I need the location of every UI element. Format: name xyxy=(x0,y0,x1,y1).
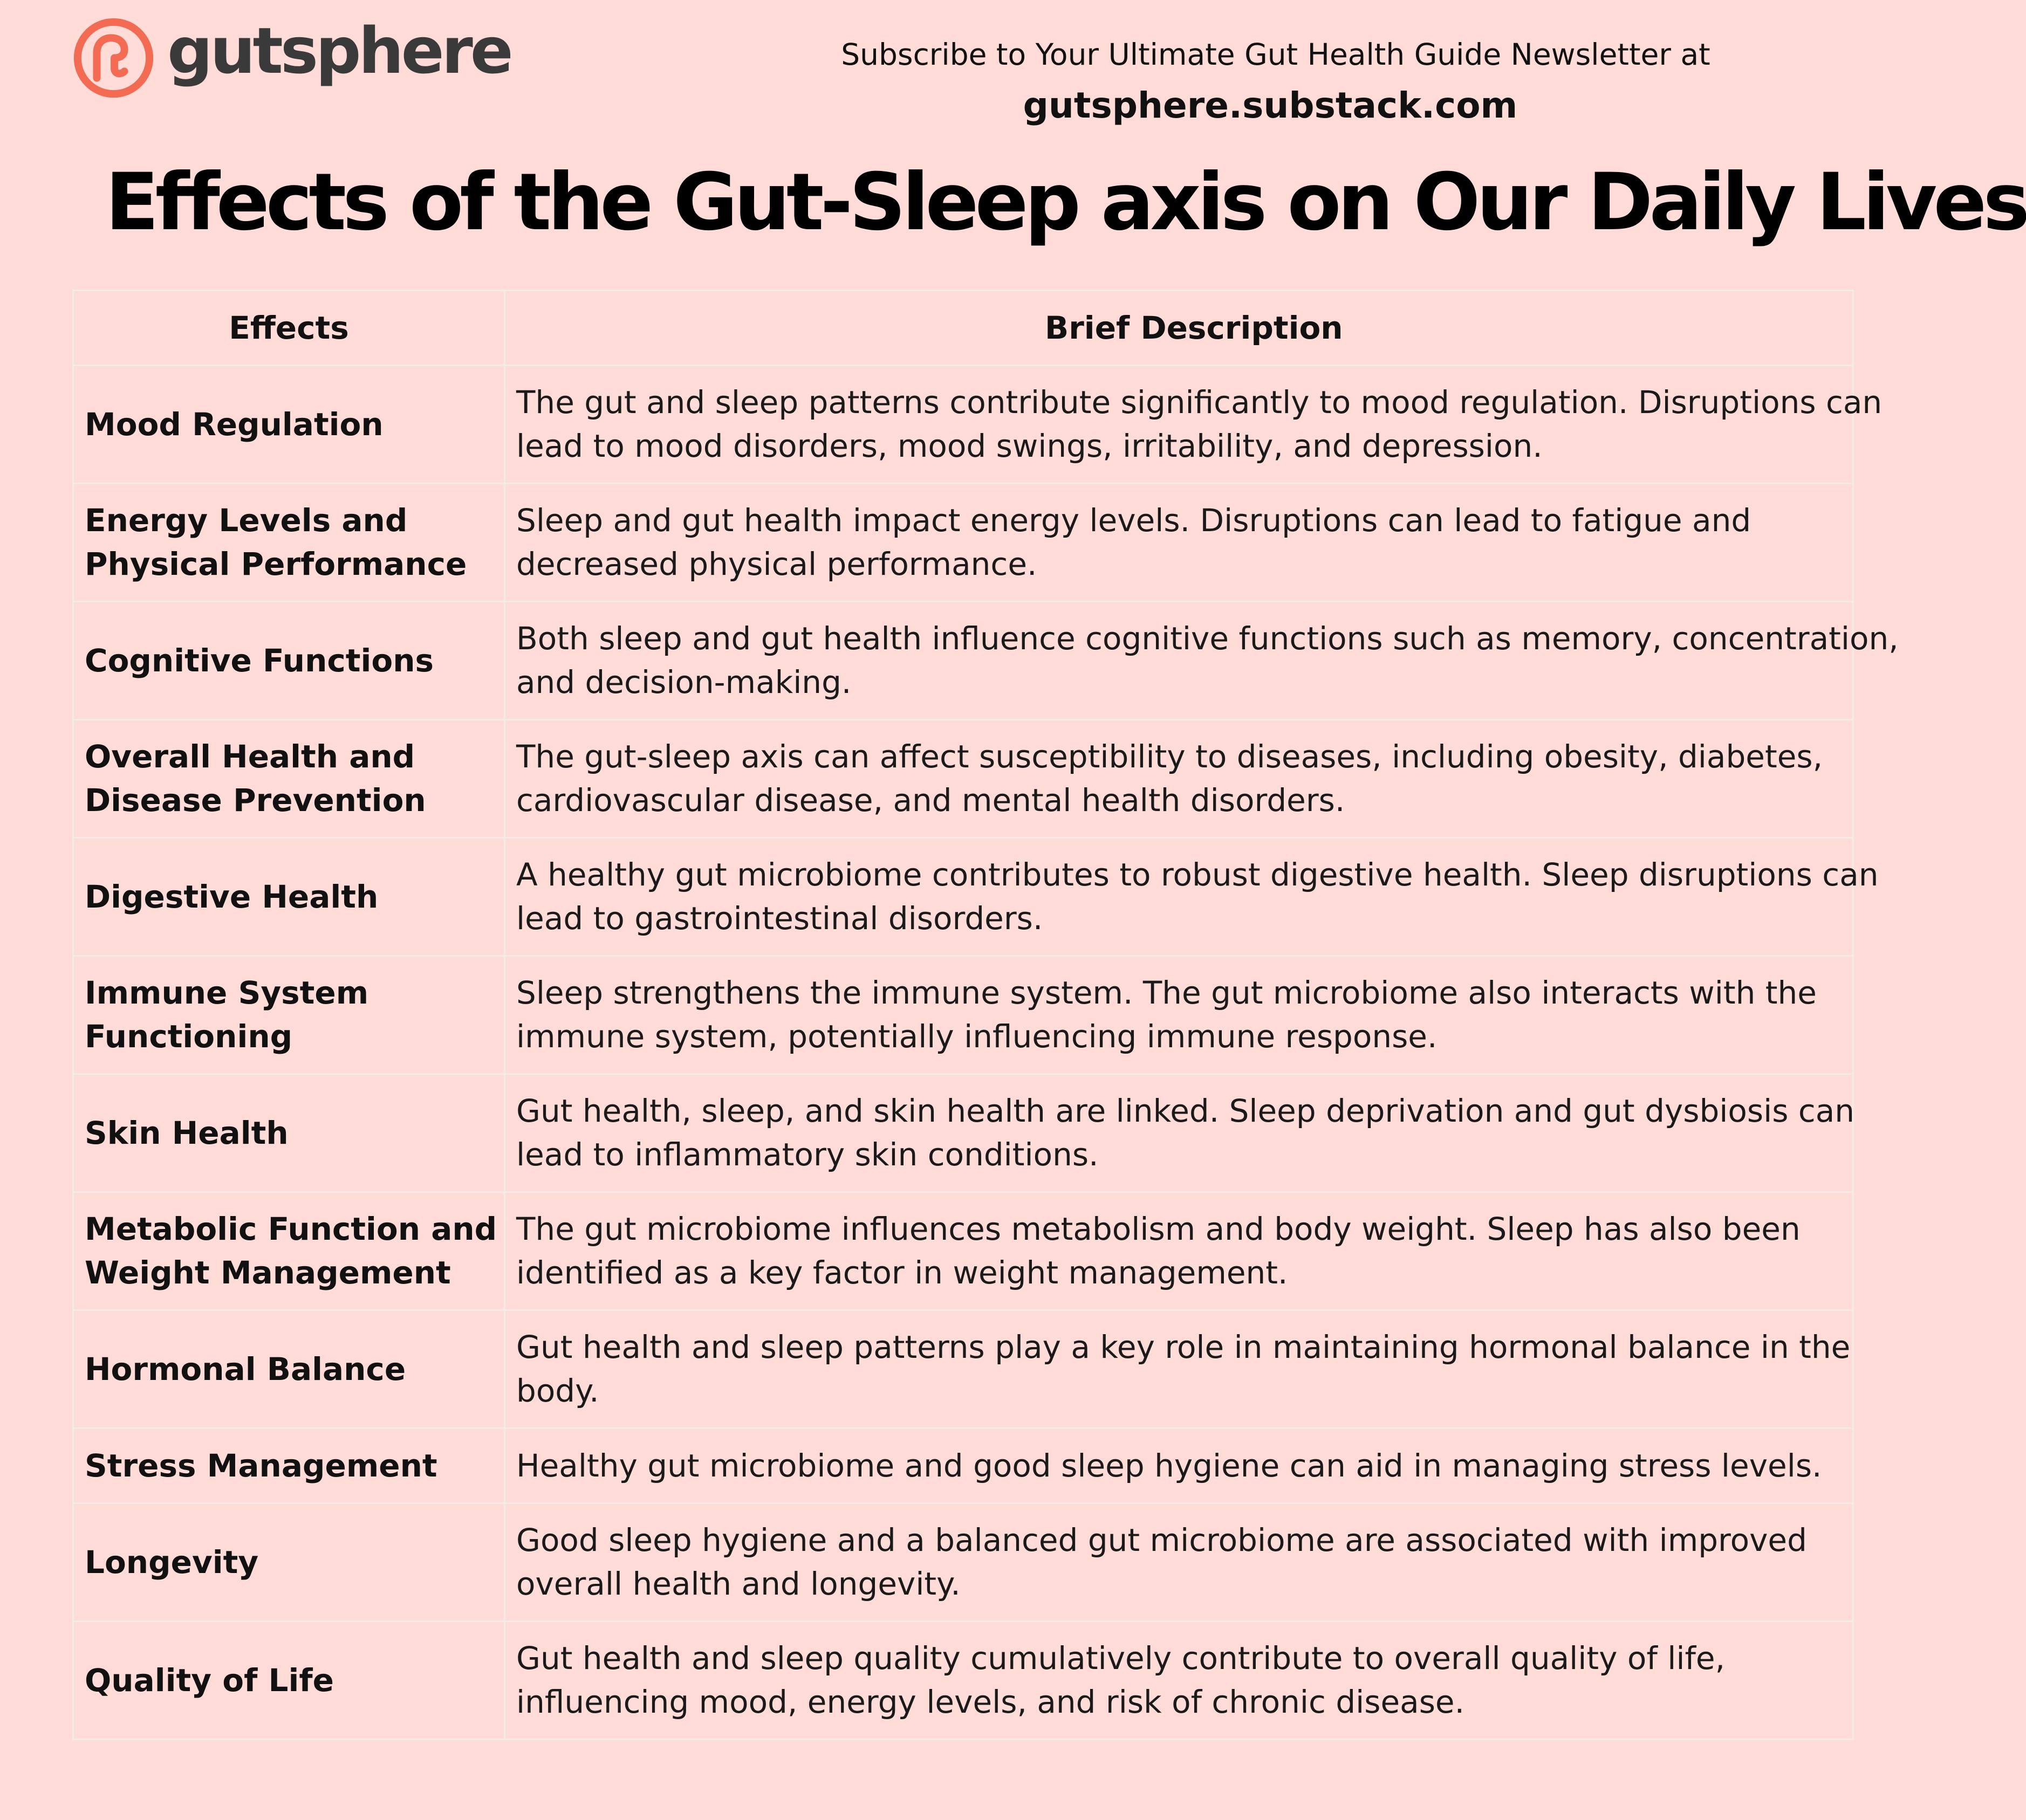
effect-description-cell xyxy=(505,1192,1853,1310)
description-line: Gut health and sleep quality cumulatively contribute to overall quality of life, xyxy=(516,1640,1726,1677)
description-line: A healthy gut microbiome contributes to robust digestive health. Sleep disruptions can xyxy=(516,856,1879,893)
table-row xyxy=(73,366,1853,484)
effect-name-cell xyxy=(73,484,505,602)
effect-name-cell xyxy=(73,1503,505,1622)
effect-name-cell xyxy=(73,1428,505,1503)
description-line: lead to mood disorders, mood swings, irritability, and depression. xyxy=(516,428,1543,464)
description-line: The gut microbiome influences metabolism and body weight. Sleep has also been xyxy=(516,1211,1801,1247)
table-row xyxy=(73,720,1853,838)
effect-description-cell xyxy=(505,1622,1853,1740)
table-row xyxy=(73,484,1853,602)
effect-name-line: Energy Levels and xyxy=(85,502,408,539)
description-line: Gut health and sleep patterns play a key role in maintaining hormonal balance in the xyxy=(516,1329,1851,1365)
effect-name-line: Mood Regulation xyxy=(85,406,384,443)
newsletter-callout xyxy=(833,37,1718,126)
effect-name-cell xyxy=(73,602,505,720)
table-row xyxy=(73,838,1853,956)
effect-name-line: Weight Management xyxy=(85,1254,451,1291)
effect-name-line: Functioning xyxy=(85,1018,293,1055)
description-line: Healthy gut microbiome and good sleep hygiene can aid in managing stress levels. xyxy=(516,1447,1822,1484)
description-line: identified as a key factor in weight management. xyxy=(516,1254,1288,1291)
description-line: immune system, potentially influencing immune response. xyxy=(516,1018,1438,1055)
effect-name-line: Cognitive Functions xyxy=(85,642,434,679)
table-row xyxy=(73,602,1853,720)
description-line: The gut and sleep patterns contribute significantly to mood regulation. Disruptions can xyxy=(516,384,1883,421)
effect-name-line: Overall Health and xyxy=(85,738,415,775)
description-line: influencing mood, energy levels, and risk of chronic disease. xyxy=(516,1684,1465,1720)
description-line: Gut health, sleep, and skin health are linked. Sleep deprivation and gut dysbiosis can xyxy=(516,1093,1855,1129)
effect-name-line: Immune System xyxy=(85,974,369,1011)
description-line: Sleep strengthens the immune system. The gut microbiome also interacts with the xyxy=(516,974,1817,1011)
effect-description-cell xyxy=(505,720,1853,838)
subscribe-text: Subscribe to Your Ultimate Gut Health Guide Newsletter at xyxy=(841,37,1710,72)
description-line: and decision-making. xyxy=(516,664,852,700)
brand-logo xyxy=(72,13,511,100)
effect-name-line: Longevity xyxy=(85,1543,259,1581)
effect-name-line: Hormonal Balance xyxy=(85,1350,406,1388)
table-row xyxy=(73,1622,1853,1740)
table-row xyxy=(73,1192,1853,1310)
effect-name-line: Disease Prevention xyxy=(85,782,426,819)
table-row xyxy=(73,1310,1853,1428)
effect-name-cell xyxy=(73,956,505,1074)
effect-name-line: Physical Performance xyxy=(85,546,467,582)
gut-logo-icon xyxy=(72,16,155,100)
effect-name-cell xyxy=(73,1622,505,1740)
effect-name-line: Skin Health xyxy=(85,1114,289,1151)
effect-name-line: Stress Management xyxy=(85,1447,437,1484)
description-line: lead to inflammatory skin conditions. xyxy=(516,1136,1099,1173)
description-line: overall health and longevity. xyxy=(516,1565,961,1602)
effect-description-cell xyxy=(505,956,1853,1074)
effect-description-cell xyxy=(505,366,1883,484)
table-header-row xyxy=(73,291,1853,366)
table-row xyxy=(73,956,1853,1074)
effect-name-line: Quality of Life xyxy=(85,1661,334,1699)
effect-name-cell xyxy=(73,838,505,956)
effects-table xyxy=(72,290,1899,1740)
effect-name-cell xyxy=(73,366,505,484)
effect-description-cell xyxy=(505,602,1899,720)
effect-name-cell xyxy=(73,1074,505,1192)
column-header-effects: Effects xyxy=(73,291,505,366)
effect-description-cell xyxy=(505,838,1879,956)
brand-name: gutsphere xyxy=(167,13,511,88)
newsletter-link[interactable]: gutsphere.substack.com xyxy=(1023,85,1518,126)
table-row xyxy=(73,1503,1853,1622)
effect-description-cell xyxy=(505,484,1853,602)
description-line: body. xyxy=(516,1372,599,1409)
page-title: Effects of the Gut-Sleep axis on Our Daily Lives xyxy=(105,156,2026,248)
description-line: lead to gastrointestinal disorders. xyxy=(516,900,1043,937)
table-row xyxy=(73,1428,1853,1503)
description-line: Sleep and gut health impact energy levels. Disruptions can lead to fatigue and xyxy=(516,502,1751,539)
table-row xyxy=(73,1074,1853,1192)
effect-description-cell xyxy=(505,1428,1853,1503)
effect-description-cell xyxy=(505,1310,1853,1428)
effect-name-cell xyxy=(73,720,505,838)
description-line: decreased physical performance. xyxy=(516,546,1037,582)
effect-name-line: Metabolic Function and xyxy=(85,1211,497,1247)
effect-name-cell xyxy=(73,1310,505,1428)
description-line: Good sleep hygiene and a balanced gut microbiome are associated with improved xyxy=(516,1522,1807,1558)
effect-name-cell xyxy=(73,1192,505,1310)
description-line: The gut-sleep axis can affect susceptibility to diseases, including obesity, diabetes, xyxy=(516,738,1823,775)
effect-description-cell xyxy=(505,1503,1853,1622)
description-line: Both sleep and gut health influence cognitive functions such as memory, concentration, xyxy=(516,620,1899,657)
effect-name-line: Digestive Health xyxy=(85,878,379,915)
description-line: cardiovascular disease, and mental health disorders. xyxy=(516,782,1345,819)
column-header-description: Brief Description xyxy=(505,291,1853,366)
effect-description-cell xyxy=(505,1074,1853,1192)
